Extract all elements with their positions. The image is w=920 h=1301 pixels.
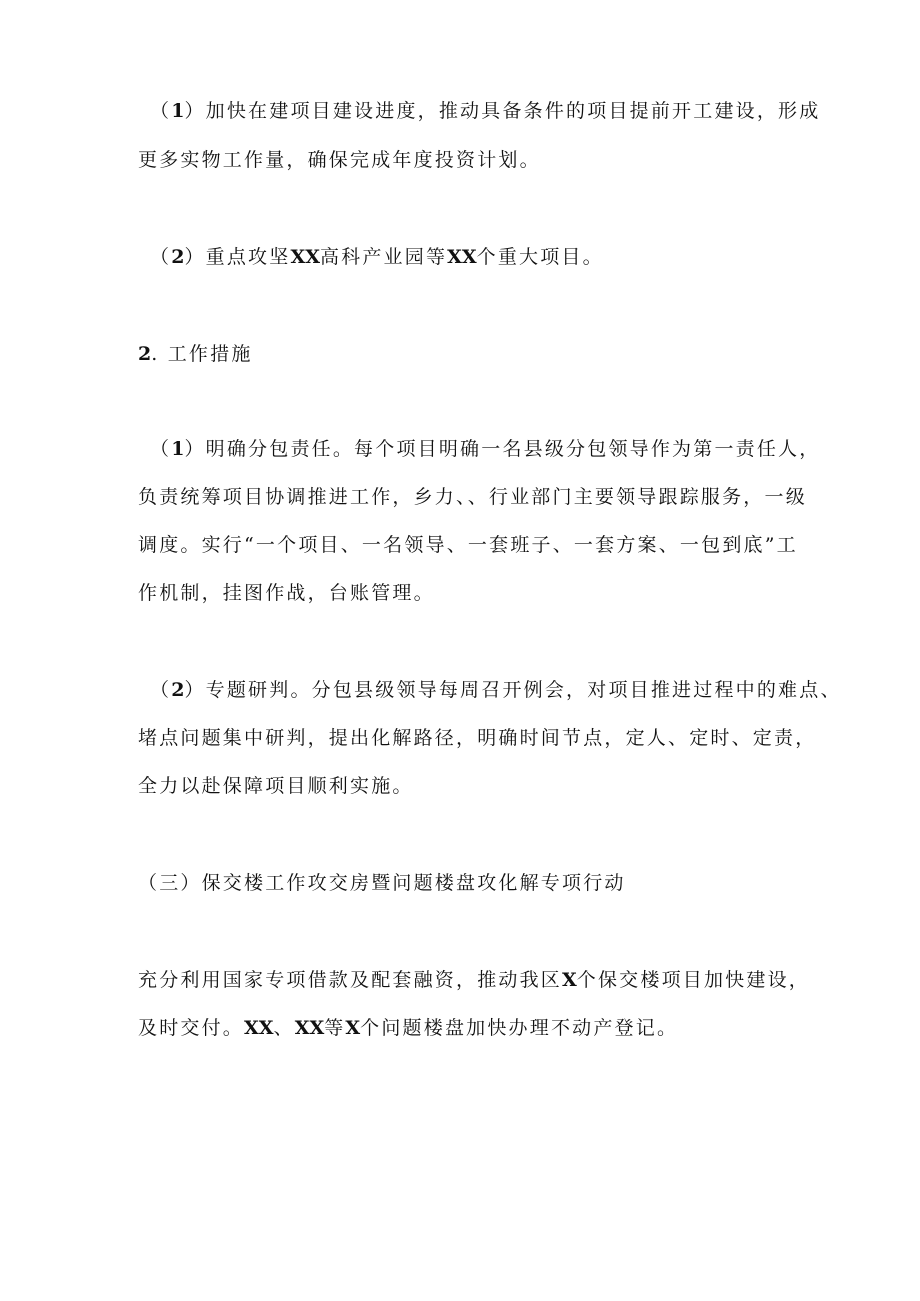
paragraph-5-line-2: 及时交付。XX、XX等X个问题楼盘加快办理不动产登记。 [138, 1017, 679, 1039]
section-heading-work-measures: 2. 工作措施 [138, 343, 253, 365]
paragraph-4-line-3: 全力以赴保障项目顺利实施。 [138, 775, 414, 797]
paragraph-3-line-3: 调度。实行“一个项目、一名领导、一套班子、一套方案、一包到底”工 [138, 534, 798, 556]
paragraph-1-line-1: （1）加快在建项目建设进度，推动具备条件的项目提前开工建设，形成 [150, 100, 821, 122]
section-heading-housing-delivery: （三）保交楼工作攻交房暨问题楼盘攻化解专项行动 [138, 872, 626, 894]
paragraph-1-line-2: 更多实物工作量，确保完成年度投资计划。 [138, 149, 541, 171]
paragraph-4-line-1: （2）专题研判。分包县级领导每周召开例会，对项目推进过程中的难点、 [150, 679, 842, 701]
paragraph-3-line-4: 作机制，挂图作战，台账管理。 [138, 582, 435, 604]
paragraph-3-line-2: 负责统筹项目协调推进工作，乡力、、行业部门主要领导跟踪服务，一级 [138, 486, 807, 508]
paragraph-4-line-2: 堵点问题集中研判，提出化解路径，明确时间节点，定人、定时、定责， [138, 727, 817, 749]
paragraph-5-line-1: 充分利用国家专项借款及配套融资，推动我区X个保交楼项目加快建设， [138, 969, 810, 991]
paragraph-2-line-1: （2）重点攻坚XX高科产业园等XX个重大项目。 [150, 246, 604, 268]
paragraph-3-line-1: （1）明确分包责任。每个项目明确一名县级分包领导作为第一责任人， [150, 438, 821, 460]
